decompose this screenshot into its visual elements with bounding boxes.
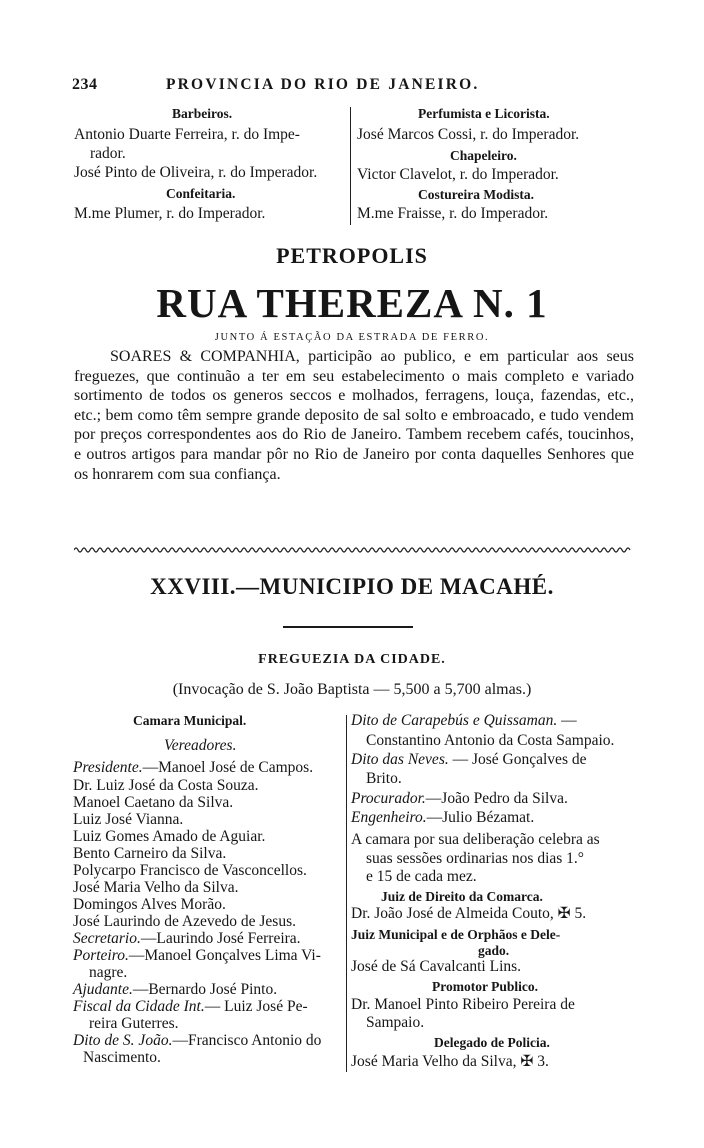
chapter-title: XXVIII.—MUNICIPIO DE MACAHÉ. (150, 574, 554, 599)
chapeleiro-heading: Chapeleiro. (450, 148, 517, 163)
vereadores-heading: Vereadores. (164, 737, 237, 754)
confeitaria-entry-1: M.me Plumer, r. do Imperador. (74, 205, 266, 222)
vereador-2: Manoel Caetano da Silva. (73, 794, 234, 811)
advertisement-paragraph: SOARES & COMPANHIA, participão ao publico, e em particular aos seus freguezes, que continuão a ter em seu estabelecimento o mais completo e variado sortimento de todos os generos seccos e molhados, ferragens, louça, fazendas, etc., etc.; bem como têm sempre grande deposito de sal solto e embroacado, e tudo vendem por preços correspondentes aos do Rio de Janeiro. Tambem recebem cafés, toucinhos, e outros artigos para mandar pôr no Rio de Janeiro por conta daquelles Senhores que os honrarem com sua confiança. (74, 348, 634, 483)
juiz-municipal-heading-cont: gado. (478, 943, 510, 958)
fiscal-continuation: reira Guterres. (89, 1015, 179, 1032)
street-title: RUA THEREZA N. 1 (156, 280, 548, 326)
procurador-line (351, 789, 568, 808)
secretario-value: —Laurindo José Ferreira. (140, 930, 301, 947)
camara-note-a: A camara por sua deliberação celebra as (351, 831, 600, 848)
procurador-label: Procurador. (351, 790, 426, 807)
dito-carapebus-label: Dito de Carapebús e Quissaman. (351, 712, 558, 729)
secretario-label: Secretario. (73, 930, 141, 947)
dito-neves-line (351, 750, 586, 769)
bottom-column-divider (346, 715, 347, 1072)
perfumista-entry-1: José Marcos Cossi, r. do Imperador. (357, 126, 580, 143)
juiz-municipal-value: José de Sá Cavalcanti Lins. (351, 958, 522, 975)
invocacao-line: (Invocação de S. João Baptista — 5,500 a 5,700 almas.) (172, 681, 532, 698)
vereador-4: Luiz Gomes Amado de Aguiar. (73, 828, 266, 845)
dito-sjoao-value: —Francisco Antonio do (172, 1032, 322, 1049)
porteiro-continuation: nagre. (89, 964, 128, 981)
juiz-municipal-heading: Juiz Municipal e de Orphãos e Dele- (351, 927, 561, 942)
costureira-entry-1: M.me Fraisse, r. do Imperador. (357, 205, 549, 222)
dito-sjoao-continuation: Nascimento. (83, 1049, 161, 1066)
dito-neves-continuation: Brito. (366, 770, 402, 787)
vereador-9: José Laurindo de Azevedo de Jesus. (73, 913, 296, 930)
confeitaria-heading: Confeitaria. (166, 186, 236, 201)
fiscal-value: — Luiz José Pe- (204, 998, 308, 1015)
dito-carapebus-value: Constantino Antonio da Costa Sampaio. (366, 732, 615, 749)
engenheiro-value: —Julio Bézamat. (426, 809, 535, 826)
porteiro-value: —Manoel Gonçalves Lima Vi- (128, 947, 321, 964)
delegado-value: José Maria Velho da Silva, ✠ 3. (351, 1053, 549, 1070)
porteiro-label: Porteiro. (73, 947, 129, 964)
presidente-line (73, 758, 313, 777)
running-header (72, 76, 632, 98)
wavy-separator (74, 546, 632, 554)
barbeiros-entry-1a: Antonio Duarte Ferreira, r. do Impe- (74, 126, 300, 143)
perfumista-heading: Perfumista e Licorista. (418, 106, 550, 121)
dito-carapebus-line (351, 711, 577, 730)
chapter-rule (283, 626, 413, 628)
chapeleiro-entry-1: Victor Clavelot, r. do Imperador. (357, 166, 559, 183)
dito-neves-value: — José Gonçalves de (452, 751, 587, 768)
fiscal-label: Fiscal da Cidade Int. (73, 998, 205, 1015)
presidente-label: Presidente. (73, 759, 143, 776)
promotor-continuation: Sampaio. (366, 1014, 425, 1031)
ajudante-label: Ajudante. (73, 981, 133, 998)
dito-neves-label: Dito das Neves. (351, 751, 449, 768)
page-header-title: PROVINCIA DO RIO DE JANEIRO. (166, 76, 480, 93)
vereador-7: José Maria Velho da Silva. (73, 879, 239, 896)
page-number: 234 (72, 76, 98, 93)
juiz-direito-value: Dr. João José de Almeida Couto, ✠ 5. (351, 905, 587, 922)
camara-note-b: suas sessões ordinarias nos dias 1.° (366, 850, 585, 867)
camara-heading: Camara Municipal. (133, 713, 247, 728)
vereador-6: Polycarpo Francisco de Vasconcellos. (73, 862, 307, 879)
station-subtitle: JUNTO Á ESTAÇÃO DA ESTRADA DE FERRO. (214, 332, 490, 343)
barbeiros-entry-1b: rador. (90, 145, 126, 162)
promotor-heading: Promotor Publico. (432, 979, 538, 994)
vereador-3: Luiz José Vianna. (73, 811, 184, 828)
costureira-heading: Costureira Modista. (418, 187, 534, 202)
barbeiros-entry-2: José Pinto de Oliveira, r. do Imperador. (74, 164, 318, 181)
juiz-direito-heading: Juiz de Direito da Comarca. (381, 889, 543, 904)
barbeiros-heading: Barbeiros. (172, 106, 233, 121)
ajudante-value: —Bernardo José Pinto. (132, 981, 278, 998)
petropolis-title: PETROPOLIS (276, 243, 428, 268)
procurador-value: —João Pedro da Silva. (425, 790, 568, 807)
top-column-divider (350, 107, 351, 225)
promotor-value: Dr. Manoel Pinto Ribeiro Pereira de (351, 996, 575, 1013)
freguezia-heading: FREGUEZIA DA CIDADE. (258, 652, 446, 667)
vereador-8: Domingos Alves Morão. (73, 896, 226, 913)
engenheiro-line (351, 808, 534, 827)
dito-sjoao-label: Dito de S. João. (73, 1032, 173, 1049)
engenheiro-label: Engenheiro. (351, 809, 427, 826)
dito-carapebus-dash: — (561, 712, 577, 729)
delegado-heading: Delegado de Policia. (434, 1035, 550, 1050)
presidente-value: —Manoel José de Campos. (142, 759, 314, 776)
vereador-5: Bento Carneiro da Silva. (73, 845, 227, 862)
vereador-1: Dr. Luiz José da Costa Souza. (73, 777, 259, 794)
camara-note-c: e 15 de cada mez. (366, 868, 477, 885)
